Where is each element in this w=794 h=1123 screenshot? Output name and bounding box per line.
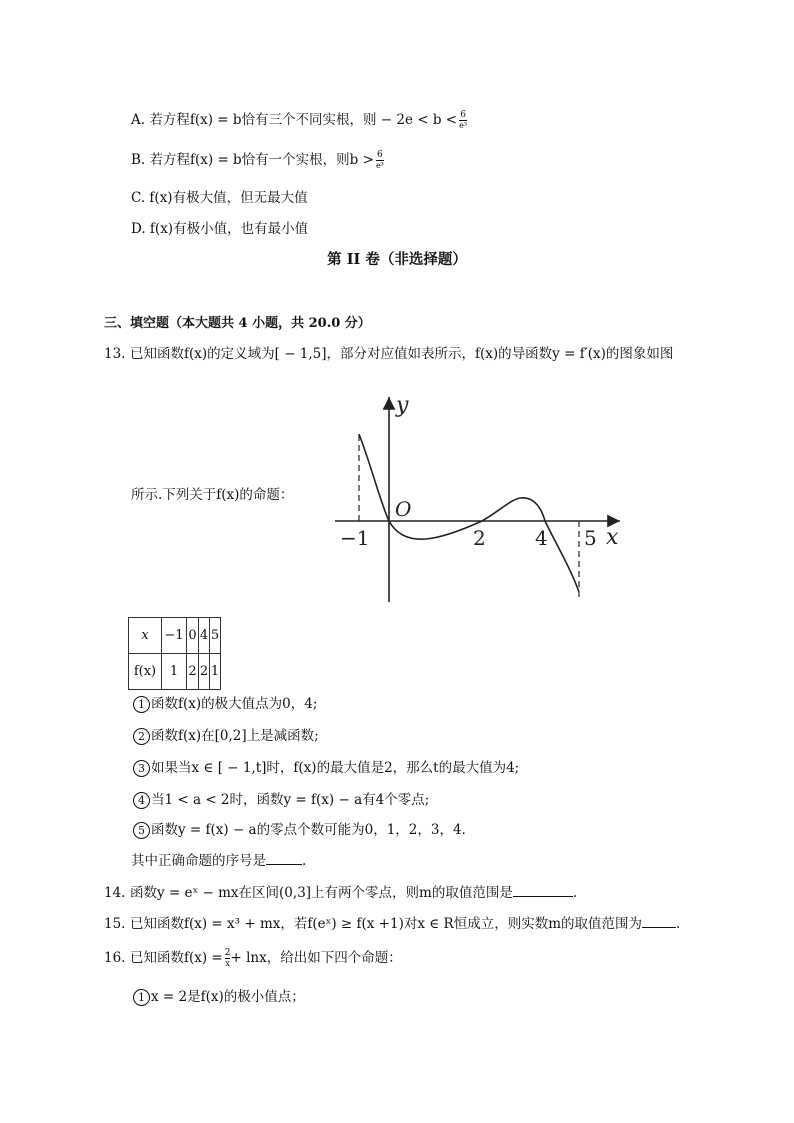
proposition-text: 函数y = f(x) − a的零点个数可能为0，1，2，3，4. (151, 822, 466, 838)
option-a (131, 108, 467, 130)
derivative-graph (330, 392, 630, 607)
circled-number: 2 (133, 728, 150, 745)
answer-blank[interactable] (513, 896, 573, 897)
proposition-text: x = 2是f(x)的极小值点； (151, 989, 305, 1005)
frac-numerator: 2 (224, 948, 231, 958)
question-number: 13. (104, 346, 126, 362)
frac-numerator: 6 (377, 150, 383, 160)
label-2: 2 (473, 526, 486, 550)
table-row (129, 618, 221, 654)
label-4: 4 (535, 526, 548, 550)
proposition-text: 函数f(x)的极大值点为0，4; (151, 696, 318, 712)
proposition-text: 如果当x ∈ [ − 1,t]时，f(x)的最大值是2，那么t的最大值为4; (151, 760, 520, 776)
table-cell: 4 (199, 618, 210, 654)
circled-number: 4 (133, 792, 150, 809)
frac-numerator: 6 (460, 110, 466, 120)
table-cell: 5 (210, 618, 221, 654)
answer-blank[interactable] (642, 927, 676, 928)
question-text: 函数y = eˣ − mx在区间(0,3]上有两个零点，则m的取值范围是 (130, 885, 513, 901)
label-minus-1: −1 (340, 526, 370, 550)
circled-number: 3 (133, 760, 150, 777)
table-cell: 1 (162, 654, 187, 690)
question-14 (104, 881, 577, 901)
ask-text: 其中正确命题的序号是 (131, 853, 266, 869)
table-cell: −1 (162, 618, 187, 654)
option-d: D. f(x)有极小值，也有最小值 (131, 221, 309, 237)
table-cell: 0 (187, 618, 199, 654)
option-c: C. f(x)有极大值，但无最大值 (131, 190, 308, 206)
question-13-ask (131, 849, 306, 869)
question-number: 14. (104, 885, 126, 901)
table-cell: x (129, 618, 162, 654)
option-a-fraction (459, 111, 467, 130)
q16-proposition-1 (133, 985, 305, 1006)
ask-end: . (302, 853, 307, 869)
section-title: 三、填空题（本大题共 4 小题，共 20.0 分） (104, 316, 371, 331)
question-text-post: + lnx，给出如下四个命题： (230, 950, 402, 966)
proposition-text: 函数f(x)在[0,2]上是减函数; (151, 728, 319, 744)
question-text: 已知函数f(x)的定义域为[ − 1,5]，部分对应值如表所示，f(x)的导函数y = f′(x)的图象如图 (130, 346, 674, 362)
answer-blank[interactable] (266, 864, 302, 865)
option-b (131, 148, 384, 170)
circled-number: 1 (133, 989, 150, 1006)
part-title: 第 II 卷（非选择题） (327, 251, 467, 268)
question-end: . (676, 916, 681, 932)
label-y: y (396, 393, 409, 418)
question-text-pre: 已知函数f(x) = (130, 950, 223, 966)
derivative-curve (359, 434, 579, 592)
option-b-fraction (376, 151, 384, 170)
proposition-2 (133, 724, 319, 745)
proposition-1 (133, 692, 317, 713)
table-cell: 2 (199, 654, 210, 690)
question-number: 15. (104, 916, 126, 932)
question-16 (104, 946, 402, 968)
option-b-text: B. 若方程f(x) = b恰有一个实根，则b > (131, 152, 374, 168)
label-origin: O (395, 497, 412, 521)
question-13 (104, 342, 673, 362)
proposition-text: 当1 < a < 2时，函数y = f(x) − a有4个零点; (151, 792, 430, 808)
table-cell: 2 (187, 654, 199, 690)
table-cell: f(x) (129, 654, 162, 690)
frac-denominator: e³ (459, 121, 468, 130)
table-row (129, 654, 221, 690)
table-cell: 1 (210, 654, 221, 690)
label-x: x (606, 525, 619, 550)
proposition-4 (133, 788, 429, 809)
frac-denominator: x (225, 959, 230, 968)
frac-denominator: e³ (375, 161, 384, 170)
proposition-3 (133, 756, 519, 777)
circled-number: 5 (133, 822, 150, 839)
value-table (128, 617, 221, 690)
option-a-text: A. 若方程f(x) = b恰有三个不同实根，则 − 2e < b < (131, 112, 458, 128)
label-5: 5 (584, 526, 597, 550)
question-text: 已知函数f(x) = x³ + mx，若f(eˣ) ≥ f(x +1)对x ∈ R恒成立，则实数m的取值范围为 (130, 916, 642, 932)
circled-number: 1 (133, 696, 150, 713)
question-15 (104, 912, 680, 932)
question-number: 16. (104, 950, 126, 966)
question-end: . (572, 885, 578, 901)
proposition-5 (133, 818, 466, 839)
question-13-continuation: 所示.下列关于f(x)的命题： (131, 487, 294, 503)
